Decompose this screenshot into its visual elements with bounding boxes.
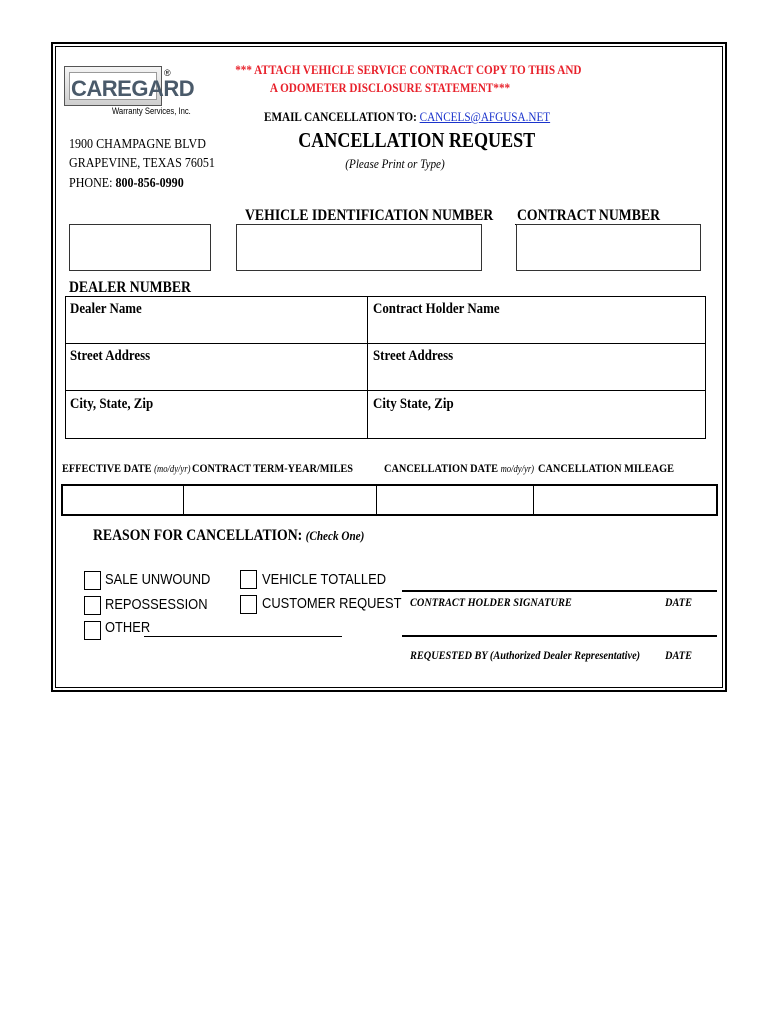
requested-by-label: REQUESTED BY (Authorized Dealer Representative) (410, 648, 641, 662)
dates-divider-3 (533, 484, 534, 516)
dealer-city-field[interactable]: City, State, Zip (70, 396, 154, 412)
dealer-number-label: DEALER NUMBER (69, 279, 191, 296)
cancellation-date-field[interactable] (378, 486, 532, 514)
other-input-line[interactable] (144, 636, 342, 637)
company-phone (69, 176, 184, 192)
notice-line-2: A ODOMETER DISCLOSURE STATEMENT*** (269, 80, 511, 95)
vin-field[interactable] (236, 224, 482, 271)
contract-number-label: CONTRACT NUMBER (517, 207, 661, 224)
caregard-logo (64, 62, 195, 118)
reason-heading (93, 527, 364, 545)
company-street: 1900 CHAMPAGNE BLVD (69, 137, 206, 152)
requested-by-line[interactable] (402, 635, 717, 637)
holder-signature-label: CONTRACT HOLDER SIGNATURE (410, 595, 572, 609)
notice-line-1: *** ATTACH VEHICLE SERVICE CONTRACT COPY TO THIS AND (235, 62, 582, 77)
dealer-number-field[interactable] (69, 224, 211, 271)
table-divider-vertical (367, 296, 368, 439)
other-checkbox[interactable] (84, 621, 101, 640)
effective-date-format: (mo/dy/yr) (154, 464, 191, 475)
vin-label: VEHICLE IDENTIFICATION NUMBER (245, 207, 494, 224)
requested-date-label: DATE (665, 648, 692, 662)
cancellation-date-format: mo/dy/yr) (500, 464, 535, 475)
cancellation-mileage-field[interactable] (535, 486, 716, 514)
dates-divider-2 (376, 484, 377, 516)
logo-registered-mark: ® (164, 68, 171, 78)
holder-date-label: DATE (665, 595, 692, 609)
cancellation-date-label (384, 461, 534, 476)
effective-date-field[interactable] (63, 486, 182, 514)
table-divider-row-1 (65, 343, 706, 344)
sale-unwound-checkbox[interactable] (84, 571, 101, 590)
effective-date-label (62, 461, 190, 476)
email-line (264, 109, 550, 125)
dealer-street-field[interactable]: Street Address (70, 348, 151, 364)
email-link[interactable]: CANCELS@AFGUSA.NET (419, 109, 551, 124)
table-divider-row-2 (65, 390, 706, 391)
effective-date-text: EFFECTIVE DATE (62, 461, 152, 475)
holder-signature-line[interactable] (402, 590, 717, 592)
dealer-name-field[interactable]: Dealer Name (70, 301, 142, 317)
holder-street-field[interactable]: Street Address (373, 348, 454, 364)
reason-title: REASON FOR CANCELLATION: (93, 527, 303, 544)
customer-request-label: CUSTOMER REQUEST (262, 595, 402, 612)
other-label: OTHER (105, 619, 151, 636)
cancellation-date-text: CANCELLATION DATE (384, 461, 499, 475)
logo-frame (64, 66, 195, 106)
logo-tagline: Warranty Services, Inc. (112, 106, 191, 116)
phone-label: PHONE: (69, 176, 113, 191)
holder-name-field[interactable]: Contract Holder Name (373, 301, 500, 317)
holder-city-field[interactable]: City State, Zip (373, 396, 454, 412)
cancellation-mileage-label: CANCELLATION MILEAGE (538, 461, 675, 475)
repossession-label: REPOSSESSION (105, 596, 208, 613)
contract-term-label: CONTRACT TERM-YEAR/MILES (192, 461, 354, 475)
sale-unwound-label: SALE UNWOUND (105, 571, 211, 588)
repossession-checkbox[interactable] (84, 596, 101, 615)
customer-request-checkbox[interactable] (240, 595, 257, 614)
dates-divider-1 (183, 484, 184, 516)
logo-brand: CAREGARD (71, 76, 195, 101)
vehicle-totalled-label: VEHICLE TOTALLED (262, 571, 387, 588)
email-label: EMAIL CANCELLATION TO: (264, 109, 417, 124)
contract-term-field[interactable] (185, 486, 375, 514)
vehicle-totalled-checkbox[interactable] (240, 570, 257, 589)
company-city: GRAPEVINE, TEXAS 76051 (69, 156, 215, 171)
reason-hint: (Check One) (305, 528, 365, 543)
form-subtitle: (Please Print or Type) (345, 156, 445, 171)
phone-number: 800-856-0990 (115, 176, 184, 191)
contract-number-field[interactable] (516, 224, 701, 271)
form-title: CANCELLATION REQUEST (298, 128, 536, 152)
